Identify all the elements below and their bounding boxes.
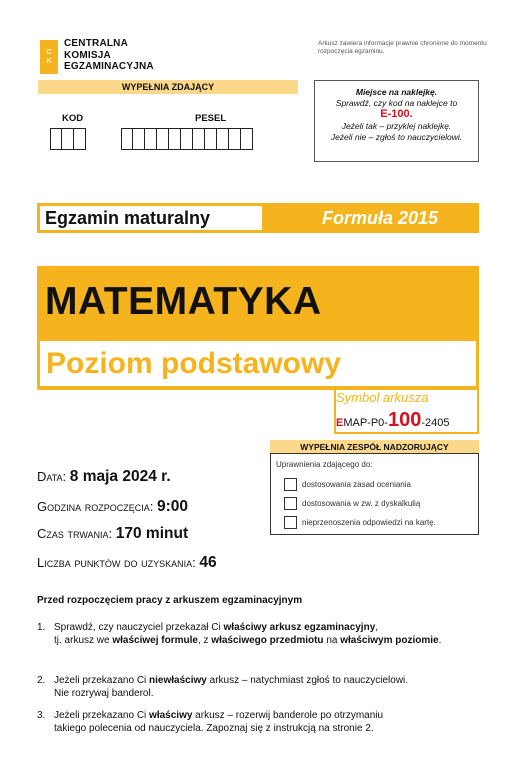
- kod-cell[interactable]: [50, 128, 62, 150]
- checkbox[interactable]: [284, 516, 297, 529]
- kod-cell[interactable]: [74, 128, 86, 150]
- exam-duration: [37, 525, 188, 543]
- checkbox[interactable]: [284, 497, 297, 510]
- logo-line: KOMISJA: [64, 49, 111, 61]
- instruction-text: na: [323, 634, 341, 646]
- symbol-prefix: MAP-P0-: [343, 417, 388, 429]
- date-label: Data:: [37, 469, 67, 484]
- supervisor-subtitle: Uprawnienia zdającego do:: [276, 460, 373, 469]
- duration-value: 170 minut: [115, 525, 189, 542]
- symbol-code: [336, 410, 449, 433]
- kod-cell[interactable]: [62, 128, 74, 150]
- instruction-item: [37, 710, 487, 735]
- pesel-cell[interactable]: [193, 128, 205, 150]
- pesel-cell[interactable]: [241, 128, 253, 150]
- exam-date: [37, 468, 171, 486]
- instruction-number: 2.: [37, 675, 46, 686]
- kod-label: KOD: [62, 113, 84, 124]
- sticker-code: E-100.: [380, 108, 413, 120]
- instruction-text: arkusz – rozerwij banderole po otrzymaniu: [192, 710, 384, 721]
- instruction-bold: właściwy arkusz egzaminacyjny: [223, 622, 376, 633]
- pesel-cell[interactable]: [145, 128, 157, 150]
- instruction-text: Jeżeli przekazano Ci: [54, 710, 150, 721]
- student-fill-header: WYPEŁNIA ZDAJĄCY: [38, 80, 298, 94]
- exam-start: [37, 498, 188, 516]
- instruction-item: [37, 675, 487, 700]
- exam-points: [37, 554, 217, 572]
- instruction-text: , z: [197, 634, 212, 646]
- pesel-label: PESEL: [195, 113, 227, 124]
- option-label: dostosowania w zw. z dyskalkulią: [302, 499, 421, 508]
- instruction-text: takiego polecenia od nauczyciela. Zapoznaj się z instrukcją na stronie 2.: [54, 722, 374, 734]
- level-title: Poziom podstawowy: [46, 347, 342, 380]
- checkbox[interactable]: [284, 478, 297, 491]
- pesel-cell[interactable]: [229, 128, 241, 150]
- supervisor-option[interactable]: [284, 497, 420, 510]
- instruction-text: .: [438, 634, 442, 646]
- exam-formula: Formuła 2015: [322, 208, 439, 228]
- symbol-label: Symbol arkusza: [336, 390, 429, 405]
- symbol-suffix: -2405: [421, 417, 450, 429]
- pesel-cell[interactable]: [157, 128, 169, 150]
- logo-line: EGZAMINACYJNA: [64, 61, 154, 72]
- start-value: 9:00: [156, 498, 188, 515]
- option-label: nieprzenoszenia odpowiedzi na kartę.: [302, 518, 436, 527]
- sticker-area[interactable]: [314, 80, 479, 162]
- option-label: dostosowania zasad oceniania: [302, 480, 411, 489]
- pesel-cell[interactable]: [181, 128, 193, 150]
- instruction-text: arkusz – natychmiast zgłoś to nauczycielowi.: [206, 675, 409, 686]
- instructions-title: Przed rozpoczęciem pracy z arkuszem egzaminacyjnym: [37, 595, 303, 606]
- symbol-prefix-e: E: [336, 417, 344, 429]
- instruction-text: Nie rozrywaj banderol.: [54, 687, 154, 699]
- points-label: Liczba punktów do uzyskania:: [37, 555, 196, 570]
- sticker-title: Miejsce na naklejkę.: [355, 87, 438, 97]
- supervisor-option[interactable]: [284, 516, 436, 529]
- supervisor-option[interactable]: [284, 478, 411, 491]
- instruction-bold: właściwej formule: [112, 634, 198, 646]
- instruction-number: 3.: [37, 710, 46, 721]
- exam-kind: Egzamin maturalny: [40, 206, 262, 230]
- legal-notice: Arkusz zawiera informacje prawnie chronione do momentu rozpoczęcia egzaminu.: [318, 40, 487, 55]
- instruction-text: ,: [375, 622, 379, 633]
- start-label: Godzina rozpoczęcia:: [37, 499, 154, 514]
- sticker-line: Jeżeli nie – zgłoś to nauczycielowi.: [330, 131, 463, 142]
- instruction-text: Jeżeli przekazano Ci: [54, 675, 150, 686]
- pesel-cell[interactable]: [217, 128, 229, 150]
- sticker-line: Jeżeli tak – przyklej naklejkę.: [341, 121, 452, 131]
- instruction-bold: właściwego przedmiotu: [211, 634, 324, 646]
- instruction-bold: właściwym poziomie: [340, 634, 439, 646]
- instruction-bold: niewłaściwy: [149, 675, 207, 686]
- kod-field[interactable]: [50, 128, 86, 150]
- logo-line: CENTRALNA: [64, 38, 129, 49]
- symbol-number: 100: [387, 409, 422, 431]
- points-value: 46: [199, 554, 217, 571]
- duration-label: Czas trwania:: [37, 526, 113, 541]
- logo-mark-c: C: [46, 49, 52, 56]
- pesel-cell[interactable]: [205, 128, 217, 150]
- pesel-cell[interactable]: [121, 128, 133, 150]
- pesel-cell[interactable]: [169, 128, 181, 150]
- instruction-item: [37, 622, 487, 647]
- instruction-number: 1.: [37, 622, 46, 633]
- institution-name: [64, 38, 154, 73]
- logo-mark-k: K: [46, 58, 52, 65]
- instruction-text: tj. arkusz we: [54, 634, 113, 646]
- supervisor-header: WYPEŁNIA ZESPÓŁ NADZORUJĄCY: [270, 440, 479, 454]
- sticker-line: Sprawdź, czy kod na naklejce to: [335, 97, 458, 108]
- cke-logo-icon: [40, 40, 58, 74]
- instruction-bold: właściwy: [149, 710, 193, 721]
- date-value: 8 maja 2024 r.: [69, 468, 171, 485]
- pesel-field[interactable]: [121, 128, 253, 150]
- subject-title: MATEMATYKA: [45, 280, 322, 323]
- instruction-text: Sprawdź, czy nauczyciel przekazał Ci: [54, 622, 224, 633]
- pesel-cell[interactable]: [133, 128, 145, 150]
